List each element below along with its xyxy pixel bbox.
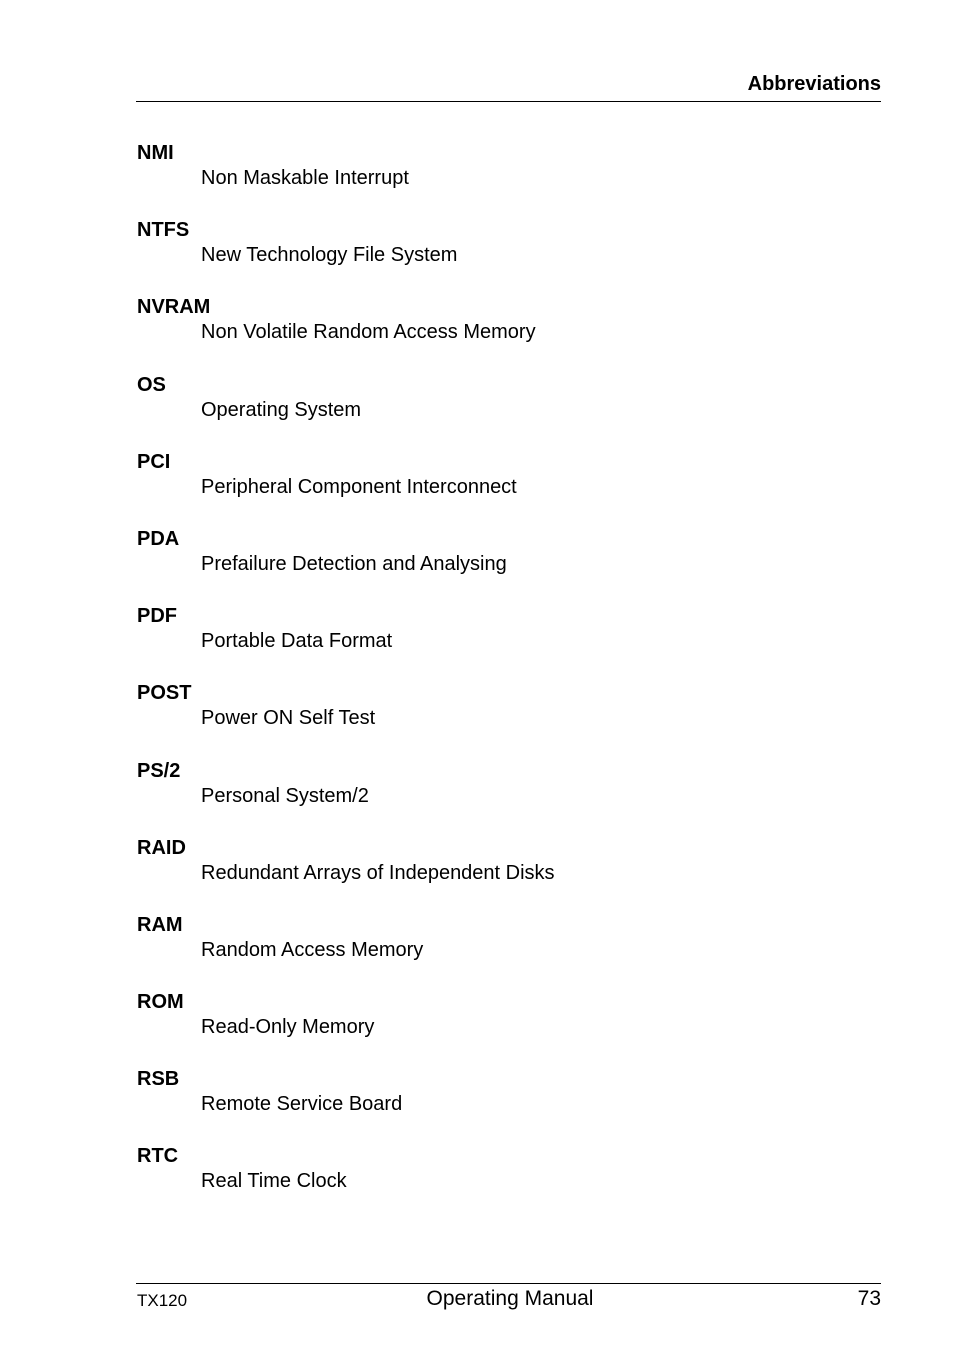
abbreviation-definition: Read-Only Memory: [201, 1016, 375, 1039]
page-header-title: Abbreviations: [747, 73, 881, 95]
footer-divider: [136, 1283, 881, 1284]
abbreviation-entry: [137, 1067, 881, 1144]
abbreviation-term: PS/2: [137, 759, 181, 782]
abbreviation-term: PCI: [137, 450, 171, 473]
page-number: 73: [857, 1287, 881, 1310]
abbreviation-definition: Power ON Self Test: [201, 707, 376, 730]
abbreviation-definition: New Technology File System: [201, 244, 458, 267]
abbreviation-entry: [137, 759, 881, 836]
abbreviation-term: NMI: [137, 142, 174, 164]
abbreviation-term: NVRAM: [137, 296, 211, 319]
footer-model: TX120: [137, 1291, 188, 1310]
abbreviation-definition: Portable Data Format: [201, 630, 393, 653]
abbreviation-definition: Prefailure Detection and Analysing: [201, 552, 507, 575]
abbreviation-term: NTFS: [137, 219, 190, 242]
abbreviation-definition: Operating System: [201, 398, 362, 421]
abbreviation-entry: [137, 604, 881, 681]
header-divider: [136, 101, 881, 102]
abbreviation-definition: Peripheral Component Interconnect: [201, 475, 517, 498]
footer-manual-title: Operating Manual: [426, 1287, 594, 1310]
abbreviation-term: RAID: [137, 836, 186, 859]
abbreviation-definition: Remote Service Board: [201, 1093, 403, 1116]
abbreviation-entry: [137, 527, 881, 604]
abbreviation-entry: [137, 450, 881, 527]
abbreviation-entry: [137, 141, 881, 218]
abbreviation-entry: [137, 913, 881, 990]
abbreviation-term: POST: [137, 682, 192, 705]
abbreviation-term: ROM: [137, 991, 184, 1014]
abbreviation-entry: [137, 1144, 881, 1221]
abbreviation-term: PDA: [137, 527, 180, 550]
abbreviation-entry: [137, 373, 881, 450]
abbreviation-term: RAM: [137, 913, 183, 936]
abbreviation-term: RSB: [137, 1068, 180, 1091]
abbreviation-entry: [137, 681, 881, 758]
abbreviation-definition: Redundant Arrays of Independent Disks: [201, 861, 555, 884]
abbreviation-term: OS: [137, 373, 166, 396]
abbreviation-definition: Real Time Clock: [201, 1170, 347, 1193]
abbreviation-definition: Non Volatile Random Access Memory: [201, 321, 536, 344]
abbreviation-entry: [137, 990, 881, 1067]
abbreviation-list: [137, 141, 881, 1222]
abbreviation-definition: Random Access Memory: [201, 938, 424, 961]
abbreviation-term: PDF: [137, 605, 177, 628]
abbreviation-definition: Non Maskable Interrupt: [201, 167, 409, 189]
abbreviation-entry: [137, 836, 881, 913]
abbreviation-definition: Personal System/2: [201, 784, 369, 807]
abbreviation-entry: [137, 218, 881, 295]
abbreviation-term: RTC: [137, 1145, 179, 1168]
abbreviation-entry: [137, 295, 881, 372]
